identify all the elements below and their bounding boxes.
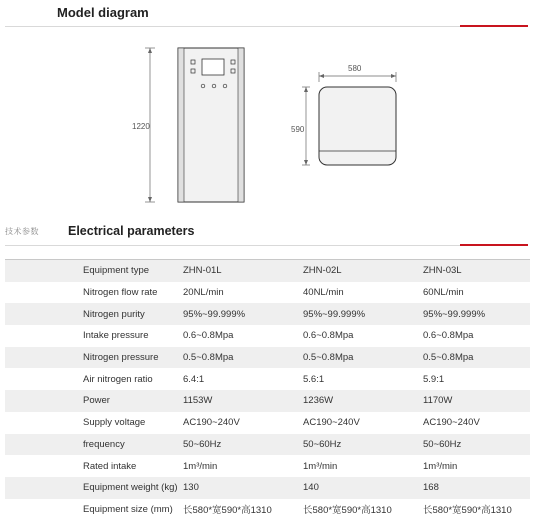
model-diagram-title: Model diagram [57, 5, 149, 20]
table-row [5, 477, 530, 499]
cell-zhn-02l: 0.5~0.8Mpa [303, 347, 423, 369]
cell-zhn-02l: 长580*宽590*高1310 [303, 499, 423, 521]
cell-zhn-03l: 长580*宽590*高1310 [423, 499, 530, 521]
cell-zhn-03l: 95%~99.999% [423, 303, 530, 325]
cell-zhn-03l: 50~60Hz [423, 434, 530, 456]
row-label: Equipment size (mm) [5, 499, 183, 521]
model-diagram-rule [5, 26, 460, 27]
table-row [5, 412, 530, 434]
cell-zhn-03l: 1m³/min [423, 455, 530, 477]
cell-zhn-03l: 168 [423, 477, 530, 499]
cell-zhn-02l: ZHN-02L [303, 260, 423, 282]
cell-zhn-01l: 95%~99.999% [183, 303, 303, 325]
row-label: Intake pressure [5, 325, 183, 347]
cell-zhn-01l: 0.6~0.8Mpa [183, 325, 303, 347]
width-dimension-label: 580 [348, 64, 362, 73]
row-label: frequency [5, 434, 183, 456]
cell-zhn-01l: 1m³/min [183, 455, 303, 477]
section-prefix-text: 技术参数 [5, 227, 39, 236]
cell-zhn-03l: 60NL/min [423, 282, 530, 304]
table-row [5, 455, 530, 477]
table-row [5, 434, 530, 456]
table-row [5, 390, 530, 412]
electrical-rule [5, 245, 460, 246]
row-label: Power [5, 390, 183, 412]
row-label: Equipment type [5, 260, 183, 282]
table-row [5, 260, 530, 282]
row-label: Air nitrogen ratio [5, 368, 183, 390]
table-row [5, 282, 530, 304]
cell-zhn-01l: 1153W [183, 390, 303, 412]
cell-zhn-02l: 1236W [303, 390, 423, 412]
model-diagram-accent-rule [460, 25, 528, 27]
table-row [5, 325, 530, 347]
cell-zhn-02l: 40NL/min [303, 282, 423, 304]
cell-zhn-02l: 5.6:1 [303, 368, 423, 390]
top-view-drawing [295, 70, 405, 170]
cell-zhn-03l: 0.6~0.8Mpa [423, 325, 530, 347]
cell-zhn-02l: 1m³/min [303, 455, 423, 477]
electrical-parameters-table [5, 260, 530, 520]
cell-zhn-01l: ZHN-01L [183, 260, 303, 282]
cell-zhn-02l: AC190~240V [303, 412, 423, 434]
cell-zhn-02l: 0.6~0.8Mpa [303, 325, 423, 347]
cell-zhn-03l: 1170W [423, 390, 530, 412]
row-label: Nitrogen purity [5, 303, 183, 325]
cell-zhn-01l: 6.4:1 [183, 368, 303, 390]
cell-zhn-01l: 20NL/min [183, 282, 303, 304]
row-label: Nitrogen pressure [5, 347, 183, 369]
cell-zhn-01l: 长580*宽590*高1310 [183, 499, 303, 521]
row-label: Equipment weight (kg) [5, 477, 183, 499]
cell-zhn-01l: AC190~240V [183, 412, 303, 434]
cell-zhn-03l: AC190~240V [423, 412, 530, 434]
cell-zhn-01l: 50~60Hz [183, 434, 303, 456]
cell-zhn-02l: 95%~99.999% [303, 303, 423, 325]
table-row [5, 347, 530, 369]
table-row [5, 499, 530, 521]
cell-zhn-02l: 50~60Hz [303, 434, 423, 456]
cell-zhn-03l: 5.9:1 [423, 368, 530, 390]
cell-zhn-03l: ZHN-03L [423, 260, 530, 282]
table-row [5, 368, 530, 390]
row-label: Rated intake [5, 455, 183, 477]
electrical-accent-rule [460, 244, 528, 246]
cell-zhn-03l: 0.5~0.8Mpa [423, 347, 530, 369]
cell-zhn-01l: 0.5~0.8Mpa [183, 347, 303, 369]
height-dimension-label: 1220 [132, 122, 150, 131]
cell-zhn-01l: 130 [183, 477, 303, 499]
row-label: Supply voltage [5, 412, 183, 434]
electrical-parameters-title: Electrical parameters [68, 224, 195, 238]
cell-zhn-02l: 140 [303, 477, 423, 499]
depth-dimension-label: 590 [291, 125, 305, 134]
row-label: Nitrogen flow rate [5, 282, 183, 304]
table-row [5, 303, 530, 325]
